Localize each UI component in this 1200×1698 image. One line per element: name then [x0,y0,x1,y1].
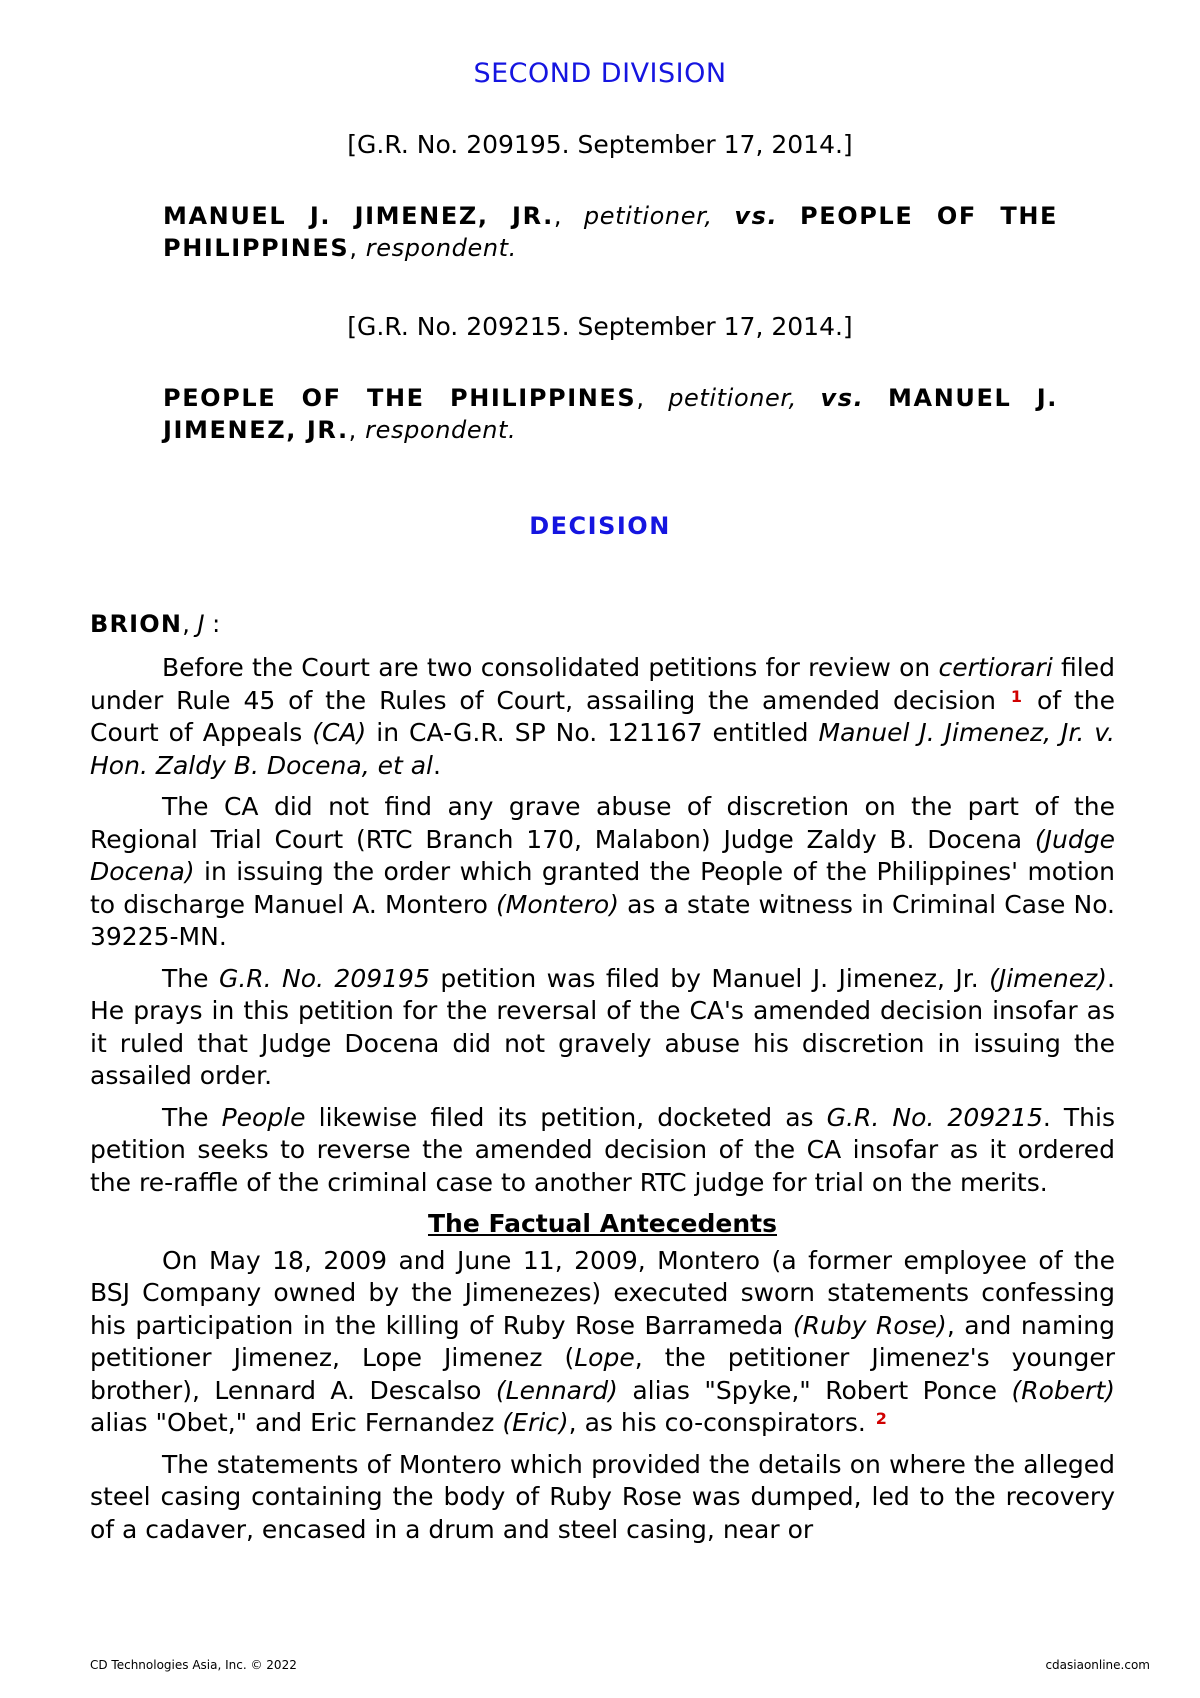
paragraph: On May 18, 2009 and June 11, 2009, Montero (a former employee of the BSJ Company owned by the Jimenezes) executed sworn statements confessing his participation in the killing of Ruby Rose Barrameda (Ruby Rose), and naming petitioner Jimenez, Lope Jimenez (Lope, the petitioner Jimenez's younger brother), Lennard A. Descalso (Lennard) alias "Spyke," Robert Ponce (Robert) alias "Obet," and Eric Fernandez (Eric), as his co-conspirators. $^2$ [90,1245,1116,1437]
footer-site: cdasiaonline.com [1045,1658,1150,1672]
case-number-1: [G.R. No. 209195. September 17, 2014.] [347,130,853,159]
party-role: respondent. [365,234,517,262]
ponente-title: J [197,610,205,638]
party-role: petitioner, [583,202,713,230]
ponente-line: BRION, J : [90,610,221,638]
ponente-name: BRION [90,610,183,638]
footnote-link[interactable]: 2 [875,1409,887,1428]
case-parties-2: PEOPLE OF THE PHILIPPINES, petitioner, vs. MANUEL J. JIMENEZ, JR., respondent. [163,384,1058,444]
footer-copyright: CD Technologies Asia, Inc. © 2022 [90,1658,297,1672]
party-name: PEOPLE OF THE PHILIPPINES [163,202,1058,262]
party-name: MANUEL J. JIMENEZ, JR. [163,384,1058,444]
decision-title: DECISION [529,512,671,540]
division-heading: SECOND DIVISION [473,58,727,89]
paragraph: The CA did not find any grave abuse of discretion on the part of the Regional Trial Court (RTC Branch 170, Malabon) Judge Zaldy B. Docena (Judge Docena) in issuing the order which granted the People of the Philippines' motion to discharge Manuel A. Montero (Montero) as a state witness in Criminal Case No. 39225-MN. [90,792,1116,951]
party-name: MANUEL J. JIMENEZ, JR. [163,202,554,230]
case-parties-1: MANUEL J. JIMENEZ, JR., petitioner, vs. PEOPLE OF THE PHILIPPINES, respondent. [163,202,1058,262]
paragraph: The People likewise filed its petition, docketed as G.R. No. 209215. This petition seeks to reverse the amended decision of the CA insofar as it ordered the re-raffle of the criminal case to another RTC judge for trial on the merits. [90,1102,1115,1197]
footnote-link[interactable]: 1 [1010,686,1023,706]
paragraph: The statements of Montero which provided the details on where the alleged steel casing containing the body of Ruby Rose was dumped, led to the recovery of a cadaver, encased in a drum and steel casing, near or [90,1449,1115,1544]
paragraph: The G.R. No. 209195 petition was filed by Manuel J. Jimenez, Jr. (Jimenez). He prays in this petition for the reversal of the CA's amended decision insofar as it ruled that Judge Docena did not gravely abuse his discretion in issuing the assailed order. [90,963,1115,1090]
decision-body [90,652,1115,1555]
paragraph: Before the Court are two consolidated petitions for review on certiorari filed under Rule 45 of the Rules of Court, assailing the amended decision $^1$ of the Court of Appeals (CA) in CA-G.R. SP No. 121167 entitled Manuel J. Jimenez, Jr. v. Hon. Zaldy B. Docena, et al. [90,653,1116,780]
party-role: respondent. [365,416,517,444]
section-heading: The Factual Antecedents [427,1209,777,1238]
versus: vs. [820,384,865,412]
case-number-2: [G.R. No. 209215. September 17, 2014.] [347,312,853,341]
versus: vs. [734,202,779,230]
party-role: petitioner, [668,384,797,412]
party-name: PEOPLE OF THE PHILIPPINES [163,384,637,412]
